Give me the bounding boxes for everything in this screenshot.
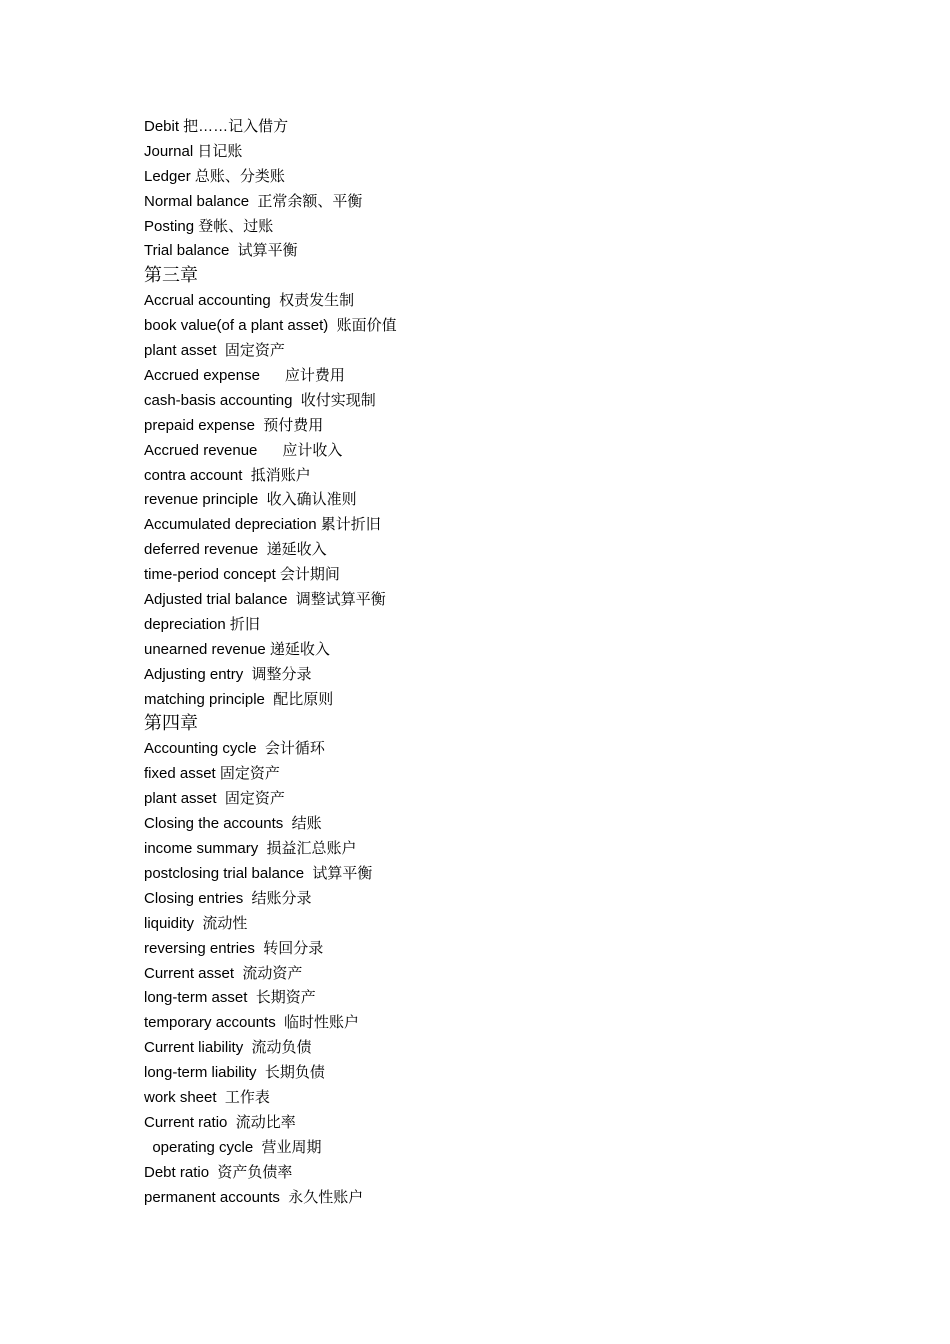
vocab-entry: time-period concept 会计期间 [144,566,340,584]
vocab-entry: income summary 损益汇总账户 [144,840,357,858]
vocab-entry: Adjusted trial balance 调整试算平衡 [144,591,386,609]
vocab-entry: depreciation 折旧 [144,615,260,633]
vocab-entry: Accrual accounting 权责发生制 [144,292,355,310]
vocab-entry: Accounting cycle 会计循环 [144,740,325,758]
vocab-entry: Trial balance 试算平衡 [144,242,298,260]
vocab-entry: matching principle 配比原则 [144,690,334,708]
vocabulary-list [144,115,844,1210]
vocab-entry: long-term liability 长期负债 [144,1064,325,1082]
vocab-entry: Normal balance 正常余额、平衡 [144,192,363,210]
vocab-entry: Accrued revenue 应计收入 [144,441,343,459]
vocab-entry: unearned revenue 递延收入 [144,640,330,658]
vocab-entry: Closing entries 结账分录 [144,889,312,907]
vocab-entry: Accrued expense 应计费用 [144,367,345,385]
chapter-heading: 第三章 [144,265,198,287]
vocab-entry: permanent accounts 永久性账户 [144,1188,364,1206]
vocab-entry: fixed asset 固定资产 [144,765,280,783]
vocab-entry: Debt ratio 资产负债率 [144,1163,293,1181]
vocab-entry: Closing the accounts 结账 [144,815,322,833]
vocab-entry: book value(of a plant asset) 账面价值 [144,317,397,335]
vocab-entry: revenue principle 收入确认准则 [144,491,357,509]
vocab-entry: Posting 登帐、过账 [144,217,274,235]
vocab-entry: long-term asset 长期资产 [144,989,316,1007]
vocab-entry: Adjusting entry 调整分录 [144,665,312,683]
vocab-entry: Current ratio 流动比率 [144,1113,296,1131]
vocab-entry: plant asset 固定资产 [144,790,285,808]
vocab-entry: work sheet 工作表 [144,1088,270,1106]
vocab-entry: Debit 把……记入借方 [144,118,289,135]
vocab-entry: reversing entries 转回分录 [144,939,324,957]
vocab-entry: Accumulated depreciation 累计折旧 [144,516,381,534]
vocab-entry: cash-basis accounting 收付实现制 [144,391,376,409]
vocab-entry: prepaid expense 预付费用 [144,416,324,434]
vocab-entry: Current asset 流动资产 [144,964,303,982]
vocab-entry: contra account 抵消账户 [144,466,311,484]
vocab-entry: Journal 日记账 [144,142,243,160]
vocab-entry: liquidity 流动性 [144,914,248,932]
chapter-heading: 第四章 [144,713,198,735]
vocab-entry: deferred revenue 递延收入 [144,541,327,559]
vocab-entry: plant asset 固定资产 [144,342,285,360]
vocab-entry: temporary accounts 临时性账户 [144,1014,360,1032]
vocab-entry: Current liability 流动负债 [144,1039,312,1057]
vocab-entry: Ledger 总账、分类账 [144,167,285,185]
vocab-entry: postclosing trial balance 试算平衡 [144,864,373,882]
vocab-entry: operating cycle 营业周期 [144,1138,322,1156]
